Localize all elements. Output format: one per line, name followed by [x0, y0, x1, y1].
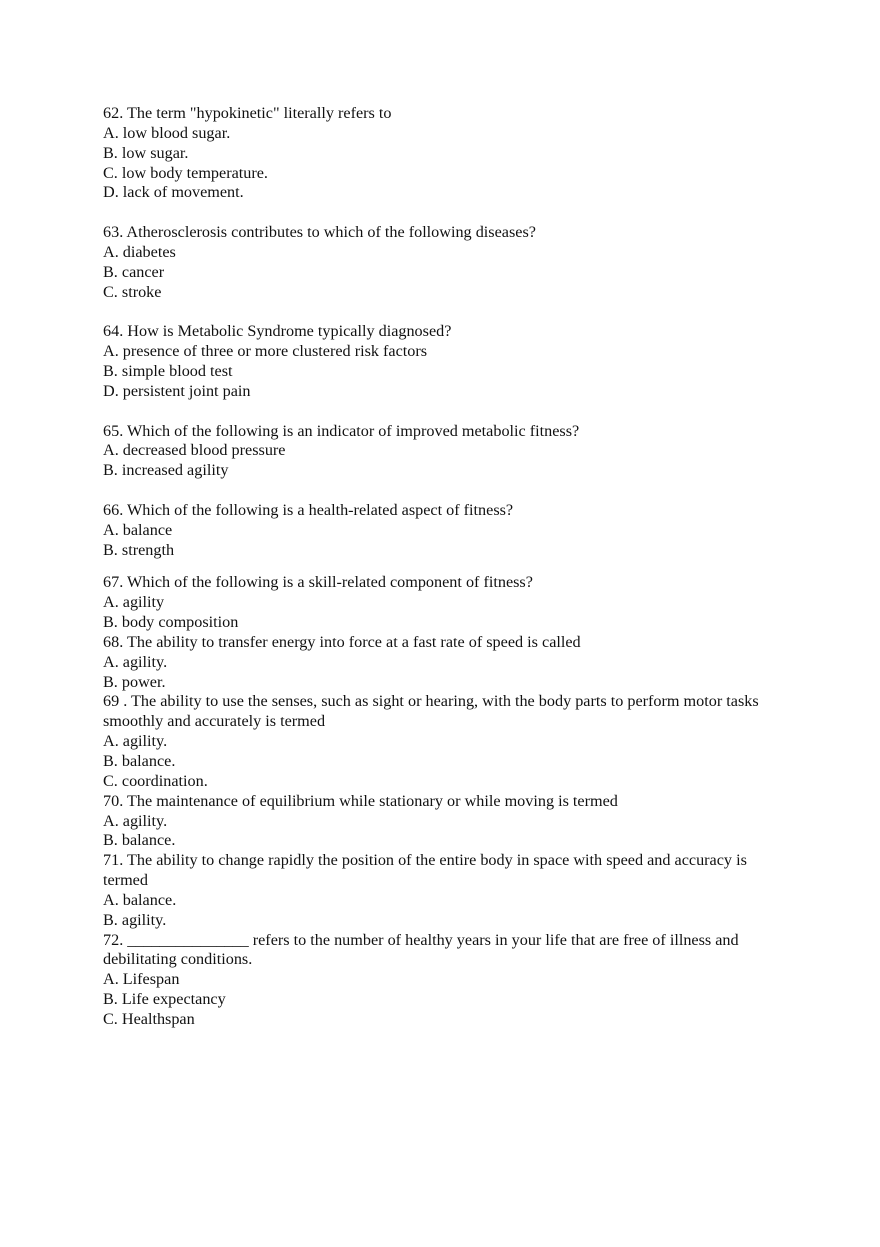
question-63	[103, 223, 793, 302]
question-stem: 71. The ability to change rapidly the position of the entire body in space with speed and accuracy is termed	[103, 851, 747, 890]
question-stem: 68. The ability to transfer energy into force at a fast rate of speed is called	[103, 632, 581, 651]
question-62	[103, 104, 793, 203]
answer-option: A. balance.	[103, 890, 177, 909]
question-71	[103, 851, 793, 930]
question-sheet	[103, 104, 793, 1030]
answer-option: B. cancer	[103, 262, 165, 281]
answer-option: B. strength	[103, 540, 175, 559]
answer-option: A. agility.	[103, 732, 168, 751]
answer-option: B. balance.	[103, 831, 176, 850]
question-64	[103, 322, 793, 401]
answer-option: A. agility	[103, 593, 165, 612]
question-stem: 70. The maintenance of equilibrium while stationary or while moving is termed	[103, 791, 618, 810]
question-stem: 65. Which of the following is an indicator of improved metabolic fitness?	[103, 421, 580, 440]
answer-option: C. coordination.	[103, 771, 208, 790]
answer-option: C. Healthspan	[103, 1009, 195, 1028]
answer-option: B. low sugar.	[103, 143, 189, 162]
answer-option: C. stroke	[103, 282, 162, 301]
answer-option: B. Life expectancy	[103, 990, 226, 1009]
answer-option: C. low body temperature.	[103, 163, 268, 182]
answer-option: B. power.	[103, 672, 166, 691]
answer-option: A. decreased blood pressure	[103, 441, 286, 460]
answer-option: A. presence of three or more clustered risk factors	[103, 342, 428, 361]
question-70	[103, 792, 793, 852]
answer-option: D. persistent joint pain	[103, 381, 251, 400]
answer-option: B. agility.	[103, 910, 167, 929]
question-72	[103, 931, 793, 1030]
question-stem: 62. The term "hypokinetic" literally refers to	[103, 104, 392, 122]
answer-option: A. balance	[103, 520, 173, 539]
question-stem: 69 . The ability to use the senses, such as sight or hearing, with the body parts to perform motor tasks smoothly and accurately is termed	[103, 692, 759, 731]
question-67	[103, 573, 793, 633]
answer-option: A. diabetes	[103, 242, 176, 261]
answer-option: B. simple blood test	[103, 361, 233, 380]
answer-option: B. balance.	[103, 752, 176, 770]
question-65	[103, 422, 793, 482]
answer-option: B. body composition	[103, 613, 239, 632]
answer-option: A. agility.	[103, 652, 168, 671]
answer-option: A. low blood sugar.	[103, 123, 231, 142]
question-stem: 64. How is Metabolic Syndrome typically diagnosed?	[103, 322, 452, 341]
question-68	[103, 633, 793, 693]
answer-option: A. Lifespan	[103, 970, 180, 989]
question-stem: 66. Which of the following is a health-related aspect of fitness?	[103, 500, 514, 519]
question-stem: 63. Atherosclerosis contributes to which of the following diseases?	[103, 223, 536, 242]
answer-option: B. increased agility	[103, 461, 229, 480]
question-69	[103, 692, 793, 791]
question-stem: 67. Which of the following is a skill-related component of fitness?	[103, 573, 533, 592]
question-stem: 72. _______________ refers to the number of healthy years in your life that are free of illness and debilitating conditions.	[103, 930, 739, 969]
answer-option: A. agility.	[103, 811, 168, 830]
question-66	[103, 501, 793, 561]
answer-option: D. lack of movement.	[103, 183, 244, 202]
